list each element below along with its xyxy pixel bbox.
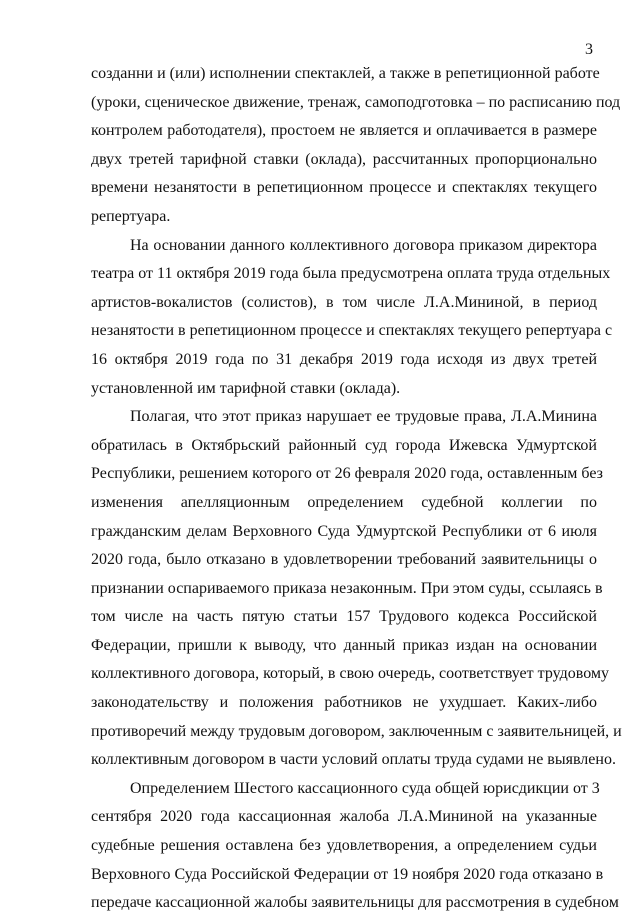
text-line: репертуара. [91,207,171,225]
text-line: созданни и (или) исполнении спектаклей, а также в репетиционной работе [91,65,600,82]
text-line: На основании данного коллективного договора приказом директора [130,236,597,254]
text-line: сентября 2020 года кассационная жалоба Л.А.Мининой на указанные [91,808,597,826]
text-line: 2020 года, было отказано в удовлетворении требований заявительницы о [91,551,597,569]
text-line: Определением Шестого кассационного суда общей юрисдикции от 3 [130,779,600,797]
text-line: коллективным договором в части условий оплаты труда судами не выявлено. [91,751,616,769]
text-line: незанятости в репетиционном процессе и спектаклях текущего репертуара с [91,322,613,340]
text-line: противоречий между трудовым договором, заключенным с заявительницей, и [91,722,622,740]
paragraph-3 [91,403,622,775]
text-line: установленной им тарифной ставки (оклада). [91,379,401,397]
text-line: гражданским делам Верховного Суда Удмуртской Республики от 6 июля [91,522,597,540]
text-line: признании оспариваемого приказа незаконным. При этом суды, ссылаясь в [91,579,603,597]
text-line: времени незанятости в репетиционном процессе и спектаклях текущего [91,179,597,197]
text-line: законодательству и положения работников не ухудшает. Каких-либо [91,694,597,712]
text-line: том числе на часть пятую статьи 157 Трудового кодекса Российской [91,608,597,626]
paragraph-2 [91,232,613,404]
text-line: судебные решения оставлена без удовлетворения, а определением судьи [91,837,597,855]
text-line: Федерации, пришли к выводу, что данный приказ издан на основании [91,636,597,654]
document-body [91,60,622,918]
paragraph-1 [91,60,621,232]
text-line: обратилась в Октябрьский районный суд города Ижевска Удмуртской [91,436,597,454]
text-line: 16 октября 2019 года по 31 декабря 2019 года исходя из двух третей [91,350,597,368]
page-number: 3 [585,41,593,58]
text-line: (уроки, сценическое движение, тренаж, самоподготовка – по расписанию под [91,93,621,111]
text-line: Республики, решением которого от 26 февраля 2020 года, оставленным без [91,465,603,483]
text-line: Полагая, что этот приказ нарушает ее трудовые права, Л.А.Минина [130,408,597,426]
text-line: театра от 11 октября 2019 года была предусмотрена оплата труда отдельных [91,265,611,283]
text-line: коллективного договора, который, в свою очередь, соответствует трудовому [91,665,610,683]
text-line: Верховного Суда Российской Федерации от 19 ноября 2020 года отказано в [91,865,604,883]
text-line: артистов-вокалистов (солистов), в том числе Л.А.Мининой, в период [91,293,597,311]
text-line: двух третей тарифной ставки (оклада), рассчитанных пропорционально [91,150,597,168]
text-line: передаче кассационной жалобы заявительницы для рассмотрения в судебном [91,894,619,912]
text-line: изменения апелляционным определением судебной коллегии по [91,493,597,511]
text-line: контролем работодателя), простоем не является и оплачивается в размере [91,122,597,140]
paragraph-4 [91,775,619,918]
